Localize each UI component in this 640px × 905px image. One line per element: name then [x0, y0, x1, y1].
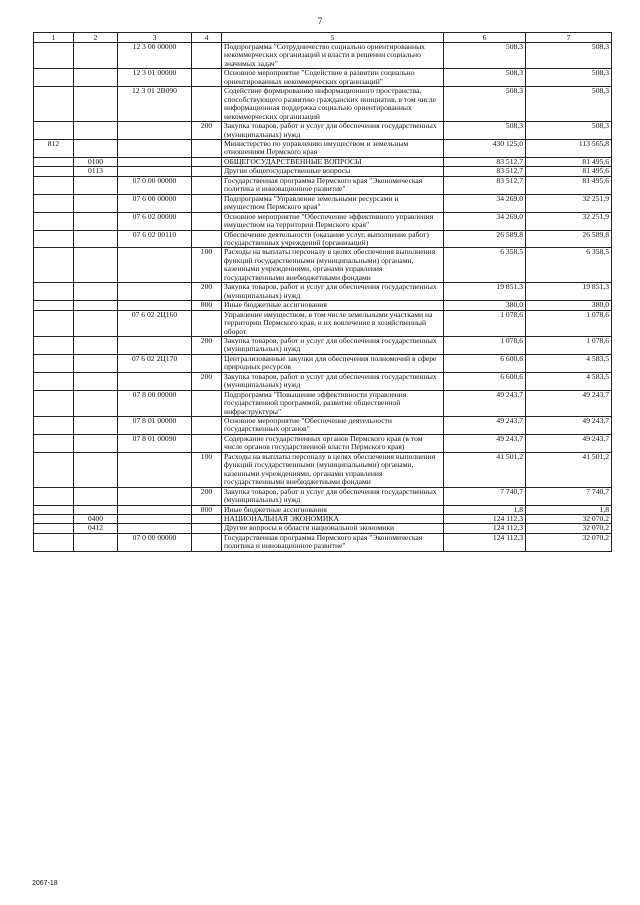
cell-description: Централизованные закупки для обеспечения полномочий в сфере природных ресурсов — [222, 354, 444, 372]
cell-description: ОБЩЕГОСУДАРСТВЕННЫЕ ВОПРОСЫ — [222, 157, 444, 166]
cell-ministry-code — [34, 87, 74, 122]
cell-section-code — [74, 434, 118, 452]
cell-target-article — [118, 139, 192, 157]
column-header: 6 — [444, 33, 526, 43]
table-row — [34, 139, 612, 157]
cell-amount-year-1: 7 740,7 — [444, 487, 526, 505]
cell-expense-type — [192, 87, 222, 122]
cell-section-code — [74, 390, 118, 416]
cell-expense-type: 200 — [192, 487, 222, 505]
cell-description: Подпрограмма "Сотрудничество социально ориентированных некоммерческих организаций и власти в решении социально значимых задач" — [222, 43, 444, 69]
cell-ministry-code — [34, 524, 74, 533]
cell-target-article — [118, 301, 192, 310]
document-code: 2067-18 — [32, 880, 58, 887]
cell-target-article: 07 6 02 00110 — [118, 230, 192, 248]
table-row — [34, 43, 612, 69]
cell-ministry-code — [34, 417, 74, 435]
cell-expense-type: 800 — [192, 301, 222, 310]
cell-description: Расходы на выплаты персоналу в целях обеспечения выполнения функций государственными (муниципальными) органами, казенными учреждениями, органами управления государственными внебюджетными фондами — [222, 248, 444, 283]
cell-description: Обеспечение деятельности (оказание услуг, выполнение работ) государственных учреждений (организаций) — [222, 230, 444, 248]
cell-amount-year-1: 124 112,3 — [444, 533, 526, 551]
cell-amount-year-2: 1 078,6 — [526, 310, 612, 336]
cell-expense-type — [192, 230, 222, 248]
cell-description: Подпрограмма "Управление земельными ресурсами и имуществом Пермского края" — [222, 194, 444, 212]
cell-amount-year-2: 26 589,8 — [526, 230, 612, 248]
cell-expense-type: 200 — [192, 372, 222, 390]
cell-section-code — [74, 122, 118, 140]
cell-expense-type — [192, 167, 222, 176]
cell-section-code — [74, 248, 118, 283]
cell-section-code: 0113 — [74, 167, 118, 176]
cell-ministry-code — [34, 301, 74, 310]
cell-ministry-code — [34, 43, 74, 69]
cell-expense-type — [192, 390, 222, 416]
cell-amount-year-2: 32 070,2 — [526, 524, 612, 533]
cell-target-article: 12 3 00 00000 — [118, 43, 192, 69]
cell-target-article: 07 0 00 00000 — [118, 533, 192, 551]
cell-ministry-code — [34, 487, 74, 505]
cell-target-article — [118, 505, 192, 514]
cell-amount-year-2: 81 495,6 — [526, 157, 612, 166]
table-row — [34, 417, 612, 435]
cell-amount-year-2: 32 251,9 — [526, 194, 612, 212]
budget-table — [33, 32, 612, 552]
cell-description: Другие вопросы в области национальной экономики — [222, 524, 444, 533]
cell-description: Другие общегосударственные вопросы — [222, 167, 444, 176]
cell-ministry-code — [34, 310, 74, 336]
cell-target-article: 07 6 02 00000 — [118, 212, 192, 230]
table-row — [34, 283, 612, 301]
cell-expense-type — [192, 533, 222, 551]
cell-ministry-code — [34, 505, 74, 514]
cell-expense-type — [192, 354, 222, 372]
cell-amount-year-1: 34 269,0 — [444, 194, 526, 212]
cell-amount-year-1: 34 269,0 — [444, 212, 526, 230]
cell-amount-year-2: 32 070,2 — [526, 515, 612, 524]
cell-section-code: 0100 — [74, 157, 118, 166]
cell-target-article: 07 6 02 2Ц160 — [118, 310, 192, 336]
cell-amount-year-1: 1,8 — [444, 505, 526, 514]
table-row — [34, 372, 612, 390]
cell-expense-type — [192, 524, 222, 533]
cell-amount-year-2: 32 251,9 — [526, 212, 612, 230]
cell-amount-year-2: 19 851,3 — [526, 283, 612, 301]
cell-target-article: 07 8 01 00000 — [118, 417, 192, 435]
cell-description: Управление имуществом, в том числе земельными участками на территории Пермского края, и их вовлечение в хозяйственный оборот — [222, 310, 444, 336]
column-header: 2 — [74, 33, 118, 43]
cell-target-article: 12 3 01 2В090 — [118, 87, 192, 122]
table-header-row — [34, 33, 612, 43]
cell-amount-year-1: 6 600,6 — [444, 372, 526, 390]
cell-ministry-code — [34, 176, 74, 194]
cell-amount-year-1: 83 512,7 — [444, 167, 526, 176]
cell-amount-year-1: 49 243,7 — [444, 417, 526, 435]
cell-target-article: 07 0 00 00000 — [118, 176, 192, 194]
cell-section-code — [74, 230, 118, 248]
cell-amount-year-1: 124 112,3 — [444, 515, 526, 524]
cell-amount-year-2: 508,3 — [526, 69, 612, 87]
table-row — [34, 87, 612, 122]
cell-ministry-code — [34, 248, 74, 283]
cell-section-code — [74, 43, 118, 69]
cell-description: Государственная программа Пермского края "Экономическая политика и инновационное развитие" — [222, 533, 444, 551]
cell-target-article — [118, 515, 192, 524]
table-row — [34, 354, 612, 372]
cell-amount-year-1: 41 501,2 — [444, 452, 526, 487]
cell-description: Основное мероприятие "Содействие в развитии социально ориентированных некоммерческих организаций" — [222, 69, 444, 87]
cell-amount-year-1: 508,3 — [444, 122, 526, 140]
cell-amount-year-2: 1 078,6 — [526, 336, 612, 354]
cell-description: Закупка товаров, работ и услуг для обеспечения государственных (муниципальных) нужд — [222, 372, 444, 390]
cell-ministry-code — [34, 336, 74, 354]
cell-description: Закупка товаров, работ и услуг для обеспечения государственных (муниципальных) нужд — [222, 336, 444, 354]
cell-ministry-code — [34, 452, 74, 487]
cell-section-code — [74, 176, 118, 194]
cell-amount-year-2: 6 358,5 — [526, 248, 612, 283]
table-row — [34, 434, 612, 452]
cell-section-code: 0400 — [74, 515, 118, 524]
cell-ministry-code — [34, 390, 74, 416]
cell-amount-year-2: 380,0 — [526, 301, 612, 310]
cell-amount-year-2: 81 495,6 — [526, 176, 612, 194]
table-row — [34, 336, 612, 354]
cell-amount-year-1: 49 243,7 — [444, 434, 526, 452]
table-row — [34, 505, 612, 514]
cell-section-code — [74, 505, 118, 514]
cell-expense-type: 200 — [192, 122, 222, 140]
table-row — [34, 212, 612, 230]
cell-section-code: 0412 — [74, 524, 118, 533]
table-row — [34, 230, 612, 248]
cell-expense-type — [192, 515, 222, 524]
cell-section-code — [74, 417, 118, 435]
cell-section-code — [74, 87, 118, 122]
cell-expense-type — [192, 212, 222, 230]
cell-target-article — [118, 157, 192, 166]
cell-expense-type — [192, 157, 222, 166]
cell-description: Государственная программа Пермского края "Экономическая политика и инновационное развитие" — [222, 176, 444, 194]
cell-amount-year-2: 7 740,7 — [526, 487, 612, 505]
cell-section-code — [74, 533, 118, 551]
cell-amount-year-1: 83 512,7 — [444, 176, 526, 194]
cell-description: Иные бюджетные ассигнования — [222, 505, 444, 514]
table-row — [34, 452, 612, 487]
cell-target-article — [118, 167, 192, 176]
table-row — [34, 194, 612, 212]
cell-ministry-code — [34, 283, 74, 301]
cell-ministry-code — [34, 372, 74, 390]
table-row — [34, 176, 612, 194]
cell-amount-year-1: 380,0 — [444, 301, 526, 310]
cell-description: Содействие формированию информационного пространства, способствующего развитию гражданских инициатив, в том числе информационная поддержка социально ориентированных некоммерческих организаций — [222, 87, 444, 122]
cell-amount-year-2: 1,8 — [526, 505, 612, 514]
table-row — [34, 533, 612, 551]
cell-amount-year-1: 508,3 — [444, 69, 526, 87]
table-body — [34, 43, 612, 552]
cell-amount-year-2: 508,3 — [526, 87, 612, 122]
table-row — [34, 310, 612, 336]
table-row — [34, 122, 612, 140]
cell-description: Основное мероприятие "Обеспечение эффективного управления имуществом на территории Пермского края" — [222, 212, 444, 230]
cell-ministry-code — [34, 69, 74, 87]
table-row — [34, 524, 612, 533]
cell-expense-type: 200 — [192, 283, 222, 301]
cell-description: Расходы на выплаты персоналу в целях обеспечения выполнения функций государственными (муниципальными) органами, казенными учреждениями, органами управления государственными внебюджетными фондами — [222, 452, 444, 487]
cell-description: Подпрограмма "Повышение эффективности управления государственной программой, развитие общественной инфраструктуры" — [222, 390, 444, 416]
cell-amount-year-2: 32 070,2 — [526, 533, 612, 551]
cell-section-code — [74, 336, 118, 354]
cell-amount-year-2: 113 565,8 — [526, 139, 612, 157]
cell-amount-year-2: 508,3 — [526, 43, 612, 69]
cell-section-code — [74, 301, 118, 310]
cell-expense-type: 100 — [192, 248, 222, 283]
cell-target-article — [118, 283, 192, 301]
cell-target-article: 07 8 00 00000 — [118, 390, 192, 416]
table-row — [34, 515, 612, 524]
cell-section-code — [74, 194, 118, 212]
cell-target-article: 07 6 02 2Ц170 — [118, 354, 192, 372]
cell-section-code — [74, 139, 118, 157]
cell-expense-type — [192, 417, 222, 435]
cell-amount-year-1: 1 078,6 — [444, 310, 526, 336]
cell-section-code — [74, 283, 118, 301]
cell-expense-type: 200 — [192, 336, 222, 354]
cell-ministry-code — [34, 434, 74, 452]
table-row — [34, 487, 612, 505]
cell-ministry-code — [34, 194, 74, 212]
cell-target-article: 07 8 01 00090 — [118, 434, 192, 452]
cell-amount-year-1: 430 125,0 — [444, 139, 526, 157]
cell-target-article: 07 6 00 00000 — [118, 194, 192, 212]
cell-expense-type — [192, 310, 222, 336]
cell-amount-year-2: 508,3 — [526, 122, 612, 140]
cell-target-article — [118, 452, 192, 487]
cell-amount-year-1: 508,3 — [444, 43, 526, 69]
cell-description: Закупка товаров, работ и услуг для обеспечения государственных (муниципальных) нужд — [222, 283, 444, 301]
cell-description: Содержание государственных органов Пермского края (в том числе органов государственной власти Пермского края) — [222, 434, 444, 452]
cell-ministry-code — [34, 157, 74, 166]
cell-description: Закупка товаров, работ и услуг для обеспечения государственных (муниципальных) нужд — [222, 487, 444, 505]
cell-target-article: 12 3 01 00000 — [118, 69, 192, 87]
cell-description: Закупка товаров, работ и услуг для обеспечения государственных (муниципальных) нужд — [222, 122, 444, 140]
cell-amount-year-1: 1 078,6 — [444, 336, 526, 354]
cell-amount-year-2: 49 243,7 — [526, 434, 612, 452]
cell-amount-year-2: 49 243,7 — [526, 390, 612, 416]
cell-expense-type — [192, 139, 222, 157]
cell-expense-type: 100 — [192, 452, 222, 487]
cell-target-article — [118, 248, 192, 283]
column-header: 7 — [526, 33, 612, 43]
cell-ministry-code — [34, 212, 74, 230]
cell-expense-type — [192, 43, 222, 69]
cell-amount-year-1: 19 851,3 — [444, 283, 526, 301]
cell-amount-year-1: 508,3 — [444, 87, 526, 122]
column-header: 1 — [34, 33, 74, 43]
cell-section-code — [74, 310, 118, 336]
table-row — [34, 69, 612, 87]
table-row — [34, 157, 612, 166]
cell-section-code — [74, 69, 118, 87]
column-header: 4 — [192, 33, 222, 43]
page-number: 7 — [317, 16, 323, 26]
cell-amount-year-1: 49 243,7 — [444, 390, 526, 416]
cell-description: Иные бюджетные ассигнования — [222, 301, 444, 310]
cell-ministry-code — [34, 167, 74, 176]
cell-description: НАЦИОНАЛЬНАЯ ЭКОНОМИКА — [222, 515, 444, 524]
cell-expense-type — [192, 176, 222, 194]
cell-description: Основное мероприятие "Обеспечение деятельности государственных органов" — [222, 417, 444, 435]
cell-amount-year-1: 83 512,7 — [444, 157, 526, 166]
cell-ministry-code — [34, 122, 74, 140]
cell-amount-year-2: 4 583,5 — [526, 354, 612, 372]
cell-amount-year-2: 4 583,5 — [526, 372, 612, 390]
cell-expense-type: 800 — [192, 505, 222, 514]
table-row — [34, 301, 612, 310]
cell-ministry-code: 812 — [34, 139, 74, 157]
cell-amount-year-2: 81 495,6 — [526, 167, 612, 176]
column-header: 5 — [222, 33, 444, 43]
table-row — [34, 167, 612, 176]
cell-description: Министерство по управлению имуществом и земельным отношениям Пермского края — [222, 139, 444, 157]
cell-expense-type — [192, 194, 222, 212]
column-header: 3 — [118, 33, 192, 43]
cell-expense-type — [192, 69, 222, 87]
cell-target-article — [118, 122, 192, 140]
cell-target-article — [118, 524, 192, 533]
cell-section-code — [74, 487, 118, 505]
cell-amount-year-2: 49 243,7 — [526, 417, 612, 435]
cell-amount-year-1: 6 358,5 — [444, 248, 526, 283]
cell-section-code — [74, 354, 118, 372]
cell-amount-year-1: 26 589,8 — [444, 230, 526, 248]
table-row — [34, 390, 612, 416]
cell-ministry-code — [34, 515, 74, 524]
cell-target-article — [118, 487, 192, 505]
cell-amount-year-2: 41 501,2 — [526, 452, 612, 487]
cell-amount-year-1: 6 600,6 — [444, 354, 526, 372]
cell-target-article — [118, 372, 192, 390]
cell-ministry-code — [34, 230, 74, 248]
cell-section-code — [74, 212, 118, 230]
cell-ministry-code — [34, 533, 74, 551]
cell-section-code — [74, 372, 118, 390]
cell-ministry-code — [34, 354, 74, 372]
cell-section-code — [74, 452, 118, 487]
table-row — [34, 248, 612, 283]
cell-amount-year-1: 124 112,3 — [444, 524, 526, 533]
cell-expense-type — [192, 434, 222, 452]
cell-target-article — [118, 336, 192, 354]
